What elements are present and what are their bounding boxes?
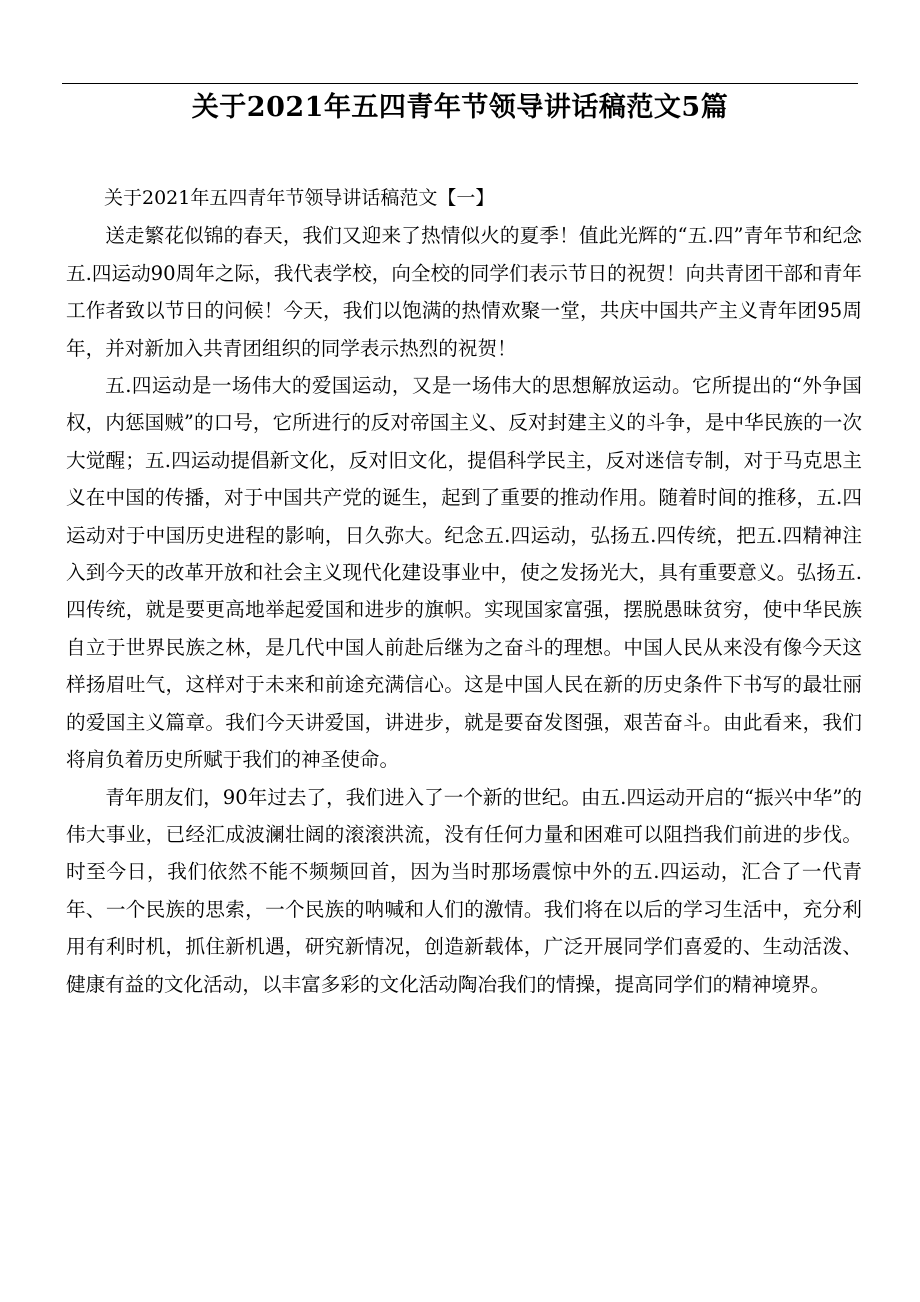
document-body: [66, 180, 862, 1003]
section-heading: 关于2021年五四青年节领导讲话稿范文【一】: [104, 187, 495, 209]
header-rule: [62, 83, 858, 84]
paragraph-2: 五.四运动是一场伟大的爱国运动，又是一场伟大的思想解放运动。它所提出的“外争国权，内惩国贼”的口号，它所进行的反对帝国主义、反对封建主义的斗争，是中华民族的一次大觉醒；五.四运动提倡新文化，反对旧文化，提倡科学民主，反对迷信专制，对于马克思主义在中国的传播，对于中国共产党的诞生，起到了重要的推动作用。随着时间的推移，五.四运动对于中国历史进程的影响，日久弥大。纪念五.四运动，弘扬五.四传统，把五.四精神注入到今天的改革开放和社会主义现代化建设事业中，使之发扬光大，具有重要意义。弘扬五.四传统，就是要更高地举起爱国和进步的旗帜。实现国家富强，摆脱愚昧贫穷，使中华民族自立于世界民族之林，是几代中国人前赴后继为之奋斗的理想。中国人民从来没有像今天这样扬眉吐气，这样对于未来和前途充满信心。这是中国人民在新的历史条件下书写的最壮丽的爱国主义篇章。我们今天讲爱国，讲进步，就是要奋发图强，艰苦奋斗。由此看来，我们将肩负着历史所赋于我们的神圣使命。: [66, 374, 862, 772]
paragraph-1: 送走繁花似锦的春天，我们又迎来了热情似火的夏季！值此光辉的“五.四”青年节和纪念五.四运动90周年之际，我代表学校，向全校的同学们表示节日的祝贺！向共青团干部和青年工作者致以节日的问候！今天，我们以饱满的热情欢聚一堂，共庆中国共产主义青年团95周年，并对新加入共青团组织的同学表示热烈的祝贺！: [66, 224, 862, 360]
paragraph-3: 青年朋友们，90年过去了，我们进入了一个新的世纪。由五.四运动开启的“振兴中华”的伟大事业，已经汇成波澜壮阔的滚滚洪流，没有任何力量和困难可以阻挡我们前进的步伐。时至今日，我们依然不能不频频回首，因为当时那场震惊中外的五.四运动，汇合了一代青年、一个民族的思索，一个民族的呐喊和人们的激情。我们将在以后的学习生活中，充分利用有利时机，抓住新机遇，研究新情况，创造新载体，广泛开展同学们喜爱的、生动活泼、健康有益的文化活动，以丰富多彩的文化活动陶冶我们的情操，提高同学们的精神境界。: [66, 785, 862, 996]
document-title: 关于2021年五四青年节领导讲话稿范文5篇: [191, 92, 729, 123]
